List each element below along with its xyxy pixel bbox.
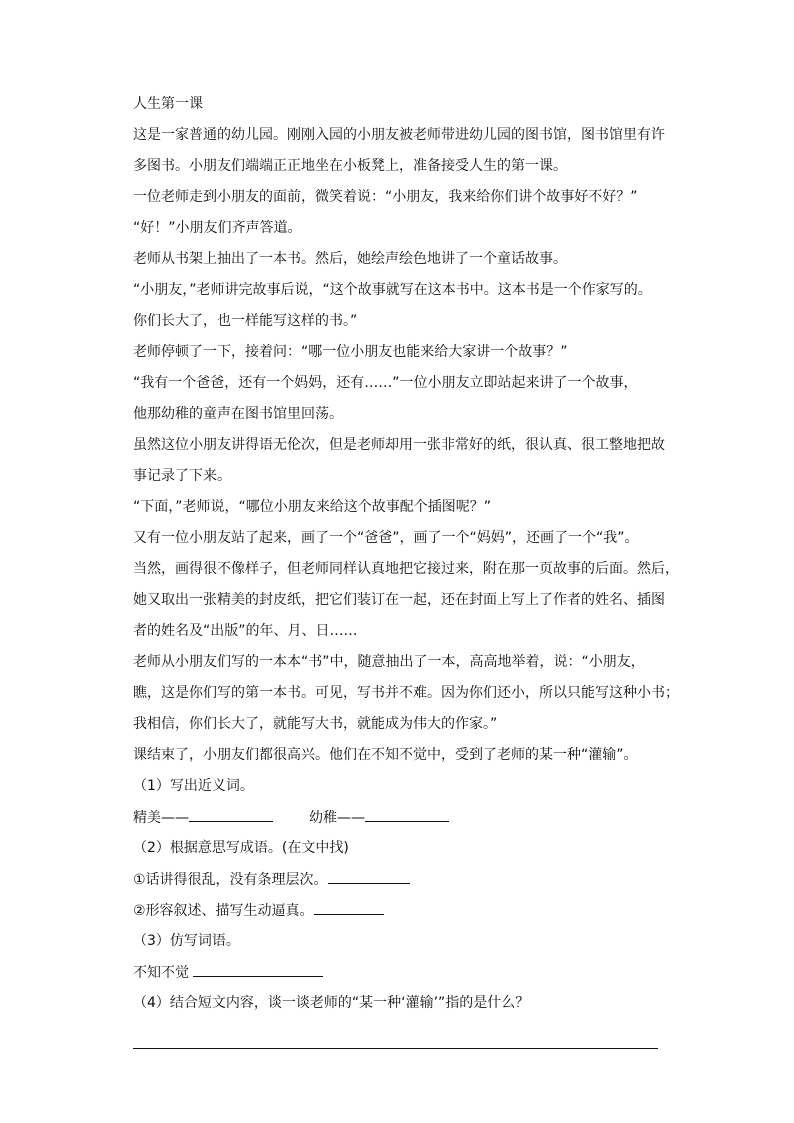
- q1-item2-answer-blank[interactable]: [365, 807, 449, 822]
- q1-item1-label: 精美——: [133, 810, 189, 826]
- paragraph-line: “我有一个爸爸，还有一个妈妈，还有……”一位小朋友立即站起来讲了一个故事，: [133, 375, 638, 391]
- question-3-title: （3）仿写词语。: [133, 933, 240, 949]
- q2-item1-answer-blank[interactable]: [328, 869, 410, 884]
- q1-item1-answer-blank[interactable]: [189, 807, 273, 822]
- paragraph-line: 她又取出一张精美的封皮纸，把它们装订在一起，还在封面上写上了作者的姓名、插图: [133, 592, 665, 608]
- question-2-item-1: [133, 869, 673, 889]
- paragraph-line: 虽然这位小朋友讲得语无伦次，但是老师却用一张非常好的纸，很认真、很工整地把故: [133, 437, 665, 453]
- question-2-title: （2）根据意思写成语。(在文中找): [133, 840, 349, 856]
- q1-item2-label: 幼稚——: [309, 810, 365, 826]
- paragraph-line: 老师从书架上抽出了一本书。然后，她绘声绘色地讲了一个童话故事。: [133, 251, 567, 267]
- question-2-item-2: [133, 900, 673, 920]
- q2-item2-answer-blank[interactable]: [314, 900, 384, 915]
- q2-item2-label: ②形容叙述、描写生动逼真。: [133, 903, 314, 919]
- q3-item1-label: 不知不觉: [133, 965, 189, 981]
- paragraph-line: 当然，画得很不像样子，但老师同样认真地把它接过来，附在那一页故事的后面。然后，: [133, 561, 679, 577]
- document-body: [133, 94, 679, 1024]
- paragraph-line: 老师从小朋友们写的一本本“书”中，随意抽出了一本，高高地举着，说：“小朋友，: [133, 654, 645, 670]
- paragraph-line: 者的姓名及“出版”的年、月、日……: [133, 623, 358, 639]
- q3-answer-blank[interactable]: [193, 962, 323, 977]
- paragraph-line: 事记录了下来。: [133, 468, 231, 484]
- question-4-title: （4）结合短文内容，谈一谈老师的“某一种‘灌输’”指的是什么？: [133, 995, 530, 1011]
- question-1-title: （1）写出近义词。: [133, 778, 254, 794]
- question-1-items: [133, 807, 673, 827]
- paragraph-line: 又有一位小朋友站了起来，画了一个“爸爸”，画了一个“妈妈”，还画了一个“我”。: [133, 530, 639, 546]
- question-3-item: [133, 962, 673, 982]
- paragraph-line: 他那幼稚的童声在图书馆里回荡。: [133, 406, 343, 422]
- article-title: 人生第一课: [133, 96, 203, 112]
- paragraph-line: 瞧，这是你们写的第一本书。可见，写书并不难。因为你们还小，所以只能写这种小书；: [133, 685, 679, 701]
- paragraph-line: 老师停顿了一下，接着问：“哪一位小朋友也能来给大家讲一个故事？”: [133, 344, 568, 360]
- paragraph-line: “下面，”老师说，“哪位小朋友来给这个故事配个插图呢？”: [133, 499, 492, 515]
- q2-item1-label: ①话讲得很乱，没有条理层次。: [133, 872, 328, 888]
- paragraph-line: “好！”小朋友们齐声答道。: [133, 220, 302, 236]
- paragraph-line: 我相信，你们长大了，就能写大书，就能成为伟大的作家。”: [133, 716, 498, 732]
- paragraph-line: 课结束了，小朋友们都很高兴。他们在不知不觉中，受到了老师的某一种“灌输”。: [133, 747, 638, 763]
- paragraph-line: “小朋友，”老师讲完故事后说，“这个故事就写在这本书中。这本书是一个作家写的。: [133, 282, 652, 298]
- paragraph-line: 这是一家普通的幼儿园。刚刚入园的小朋友被老师带进幼儿园的图书馆，图书馆里有许: [133, 127, 665, 143]
- paragraph-line: 多图书。小朋友们端端正正地坐在小板凳上，准备接受人生的第一课。: [133, 158, 567, 174]
- paragraph-line: 你们长大了，也一样能写这样的书。”: [133, 313, 358, 329]
- q4-answer-line[interactable]: [133, 1048, 658, 1049]
- paragraph-line: 一位老师走到小朋友的面前，微笑着说：“小朋友，我来给你们讲个故事好不好？”: [133, 189, 638, 205]
